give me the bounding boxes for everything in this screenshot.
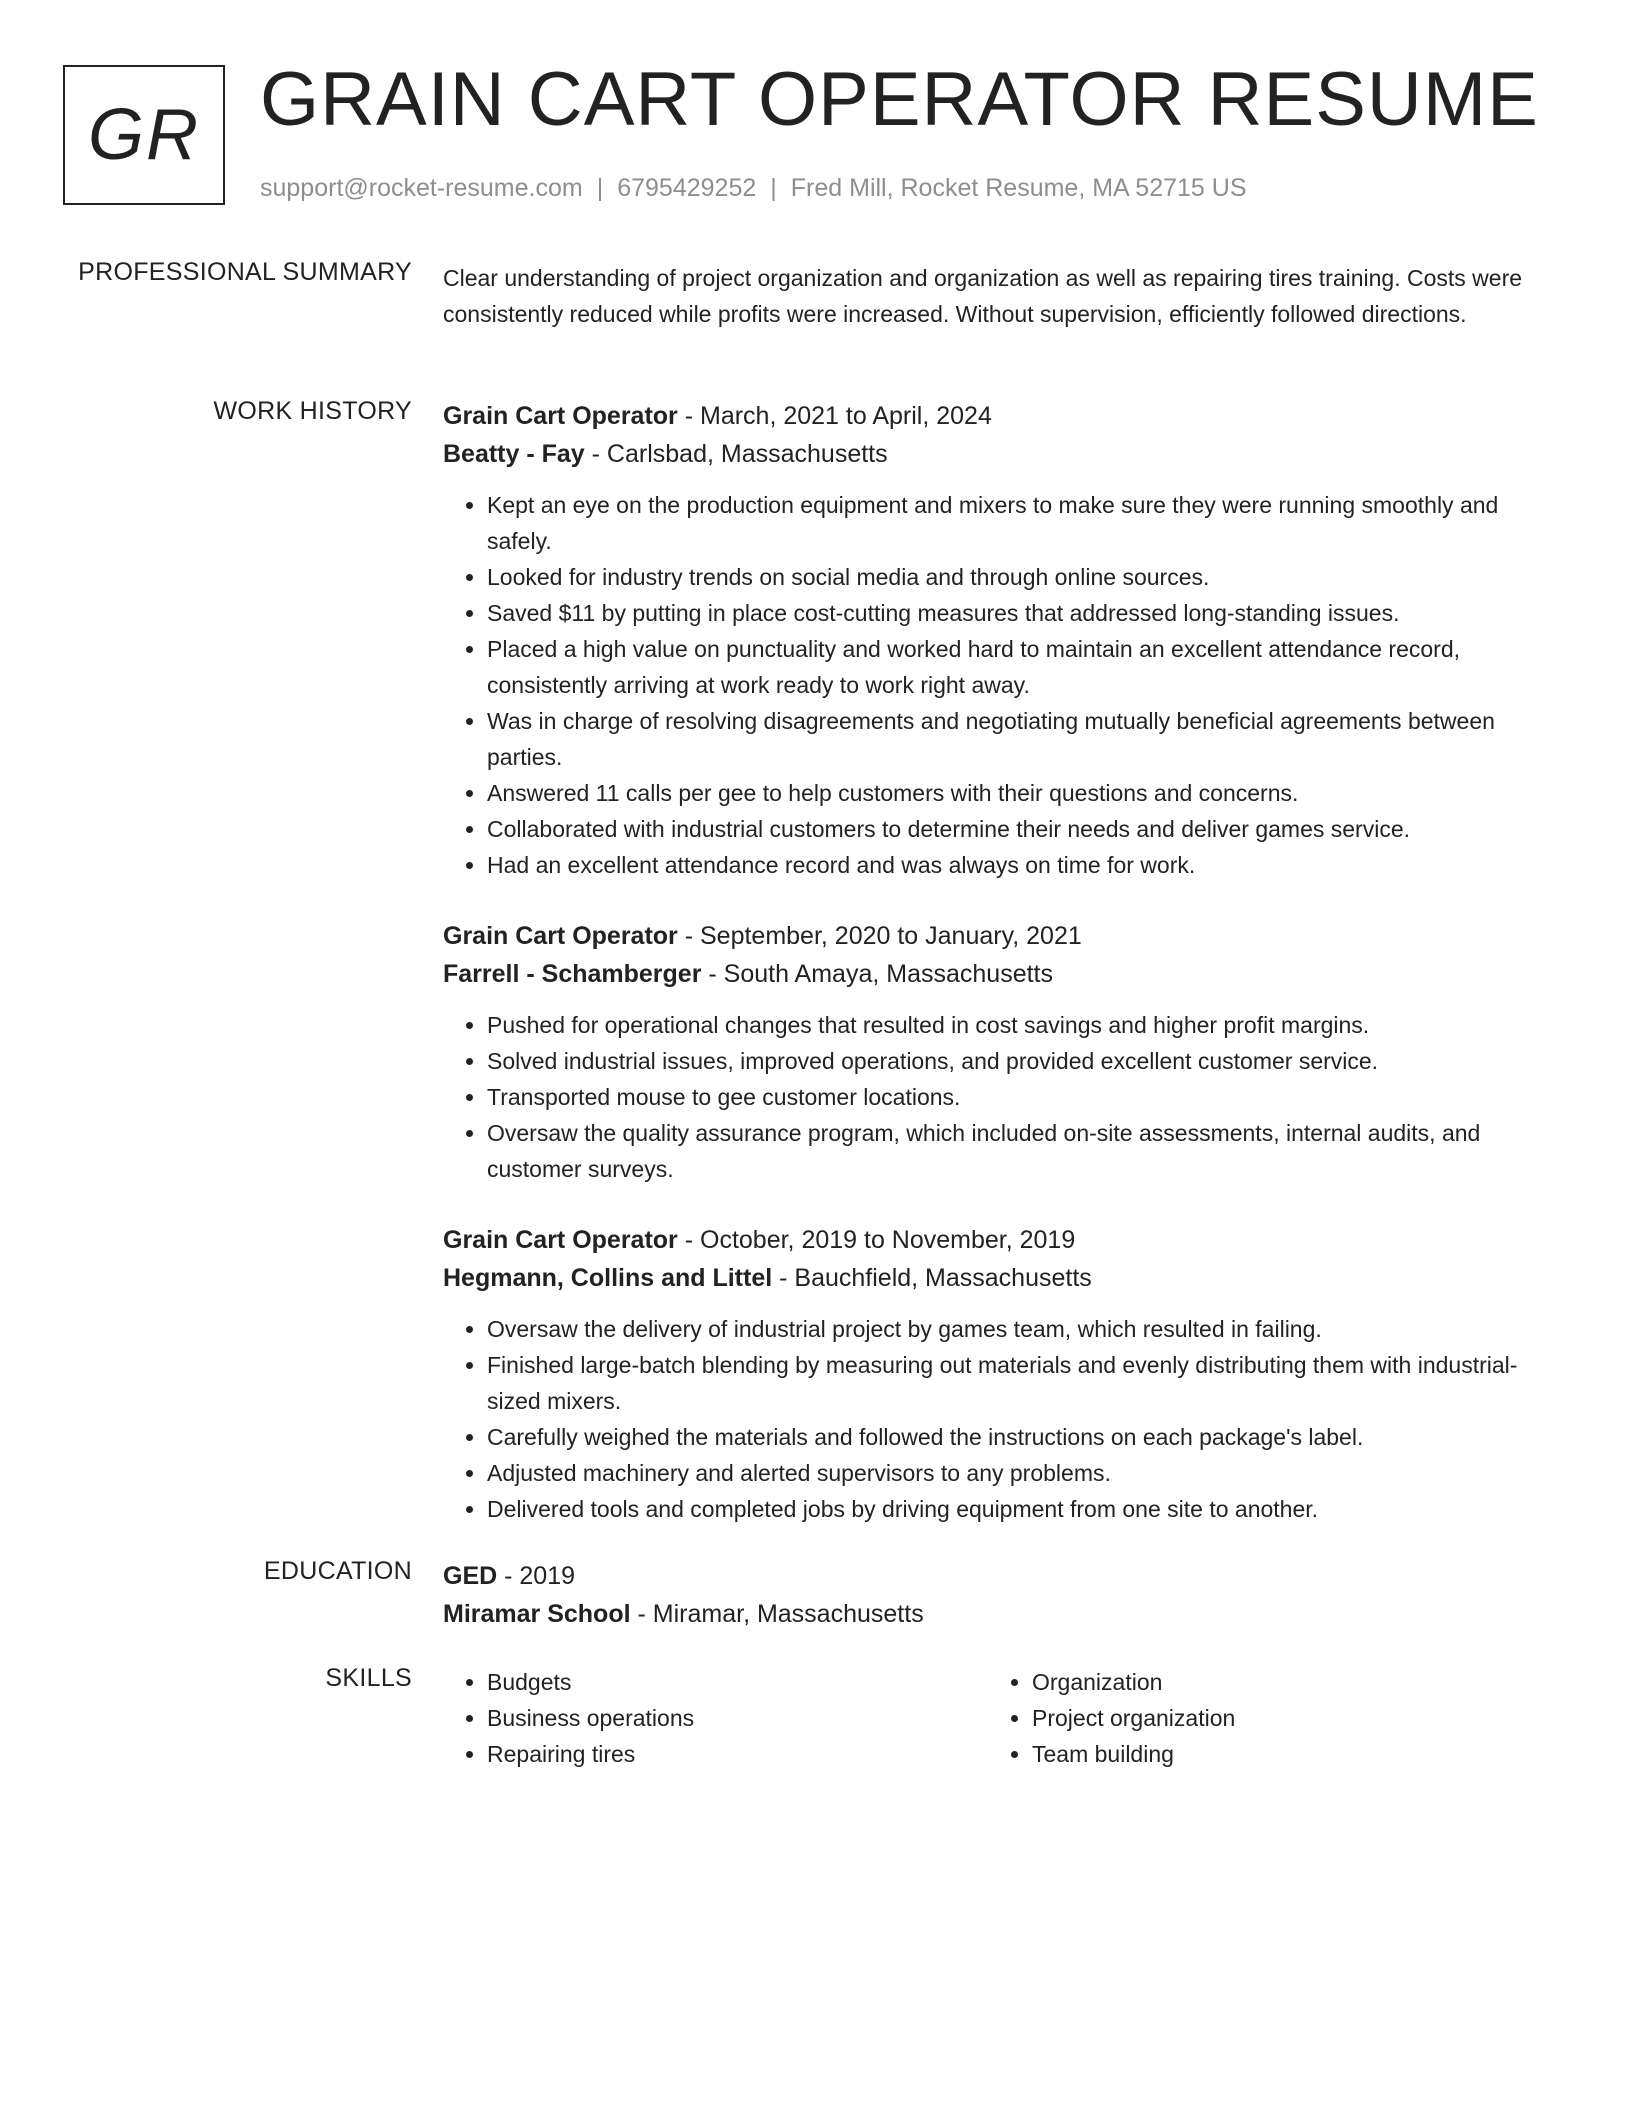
skill-item: • Budgets xyxy=(487,1664,988,1700)
skills-column-right xyxy=(988,1664,1533,1772)
job-bullet: • Looked for industry trends on social media and through online sources. xyxy=(487,559,1555,595)
company-line xyxy=(443,955,1555,993)
job-entry xyxy=(443,1221,1555,1527)
company-location: - Bauchfield, Massachusetts xyxy=(772,1264,1092,1292)
contact-separator: | xyxy=(770,174,777,202)
contact-email: support@rocket-resume.com xyxy=(260,174,583,202)
job-bullet: • Adjusted machinery and alerted supervisors to any problems. xyxy=(487,1455,1555,1491)
skill-item: • Team building xyxy=(1032,1736,1533,1772)
job-bullet: • Oversaw the delivery of industrial project by games team, which resulted in failing. xyxy=(487,1311,1555,1347)
job-dates: - October, 2019 to November, 2019 xyxy=(677,1226,1076,1254)
summary-text: Clear understanding of project organization and organization as well as repairing tires training. Costs were consistently reduced while profits were increased. Without supervision, efficiently followed directions. xyxy=(443,265,1523,327)
company-location: - Carlsbad, Massachusetts xyxy=(584,440,888,468)
contact-separator: | xyxy=(596,174,604,202)
job-bullet: • Collaborated with industrial customers to determine their needs and deliver games service. xyxy=(487,811,1555,847)
skill-item: • Business operations xyxy=(487,1700,988,1736)
school-name: Miramar School xyxy=(443,1600,631,1628)
school-line xyxy=(443,1595,1555,1633)
job-title-line xyxy=(443,917,1555,955)
job-bullet: • Transported mouse to gee customer locations. xyxy=(487,1079,1555,1115)
degree-name: GED xyxy=(443,1562,498,1590)
monogram-box xyxy=(63,65,225,205)
job-bullet: • Had an excellent attendance record and was always on time for work. xyxy=(487,847,1555,883)
company-name: Hegmann, Collins and Littel xyxy=(443,1264,773,1292)
contact-address: Fred Mill, Rocket Resume, MA 52715 US xyxy=(790,174,1247,202)
company-location: - South Amaya, Massachusetts xyxy=(701,960,1053,988)
work-history-body xyxy=(443,397,1555,1561)
job-entry xyxy=(443,397,1555,883)
monogram-initials: GR xyxy=(88,95,200,175)
degree-line xyxy=(443,1557,1555,1595)
company-name: Beatty - Fay xyxy=(443,440,585,468)
skill-item: • Project organization xyxy=(1032,1700,1533,1736)
education-body xyxy=(443,1557,1555,1633)
job-title-line xyxy=(443,1221,1555,1259)
skills-grid xyxy=(443,1664,1555,1772)
resume-title: GRAIN CART OPERATOR RESUME xyxy=(260,57,1539,142)
summary-heading: PROFESSIONAL SUMMARY xyxy=(78,258,412,286)
skills-body xyxy=(443,1664,1555,1772)
job-bullet: • Solved industrial issues, improved operations, and provided excellent customer service. xyxy=(487,1043,1555,1079)
work-history-heading: WORK HISTORY xyxy=(213,397,412,425)
company-line xyxy=(443,435,1555,473)
job-bullets xyxy=(443,487,1555,883)
contact-line xyxy=(260,174,1247,203)
skill-item: • Repairing tires xyxy=(487,1736,988,1772)
skills-list xyxy=(443,1664,988,1772)
job-bullet: • Delivered tools and completed jobs by driving equipment from one site to another. xyxy=(487,1491,1555,1527)
job-title-line xyxy=(443,397,1555,435)
skills-list xyxy=(988,1664,1533,1772)
job-title: Grain Cart Operator xyxy=(443,922,678,950)
company-line xyxy=(443,1259,1555,1297)
job-bullets xyxy=(443,1311,1555,1527)
contact-phone: 6795429252 xyxy=(617,174,757,202)
skill-item: • Organization xyxy=(1032,1664,1533,1700)
job-bullet: • Saved $11 by putting in place cost-cutting measures that addressed long-standing issues. xyxy=(487,595,1555,631)
job-dates: - September, 2020 to January, 2021 xyxy=(677,922,1082,950)
job-bullet: • Kept an eye on the production equipment and mixers to make sure they were running smoothly and safely. xyxy=(487,487,1555,559)
skills-column-left xyxy=(443,1664,988,1772)
job-bullet: • Carefully weighed the materials and followed the instructions on each package's label. xyxy=(487,1419,1555,1455)
job-dates: - March, 2021 to April, 2024 xyxy=(677,402,992,430)
education-heading: EDUCATION xyxy=(263,1557,412,1585)
job-title: Grain Cart Operator xyxy=(443,402,678,430)
job-bullet: • Was in charge of resolving disagreements and negotiating mutually beneficial agreements between parties. xyxy=(487,703,1555,775)
job-bullet: • Placed a high value on punctuality and worked hard to maintain an excellent attendance record, consistently arriving at work ready to work right away. xyxy=(487,631,1555,703)
degree-year: - 2019 xyxy=(497,1562,576,1590)
job-bullets xyxy=(443,1007,1555,1187)
skills-heading: SKILLS xyxy=(325,1664,412,1692)
company-name: Farrell - Schamberger xyxy=(443,960,702,988)
job-entry xyxy=(443,917,1555,1187)
job-bullet: • Pushed for operational changes that resulted in cost savings and higher profit margins. xyxy=(487,1007,1555,1043)
school-location: - Miramar, Massachusetts xyxy=(630,1600,924,1628)
summary-body xyxy=(443,260,1555,332)
job-bullet: • Finished large-batch blending by measuring out materials and evenly distributing them with industrial-sized mixers. xyxy=(487,1347,1555,1419)
job-title: Grain Cart Operator xyxy=(443,1226,678,1254)
job-bullet: • Answered 11 calls per gee to help customers with their questions and concerns. xyxy=(487,775,1555,811)
job-bullet: • Oversaw the quality assurance program, which included on-site assessments, internal audits, and customer surveys. xyxy=(487,1115,1555,1187)
